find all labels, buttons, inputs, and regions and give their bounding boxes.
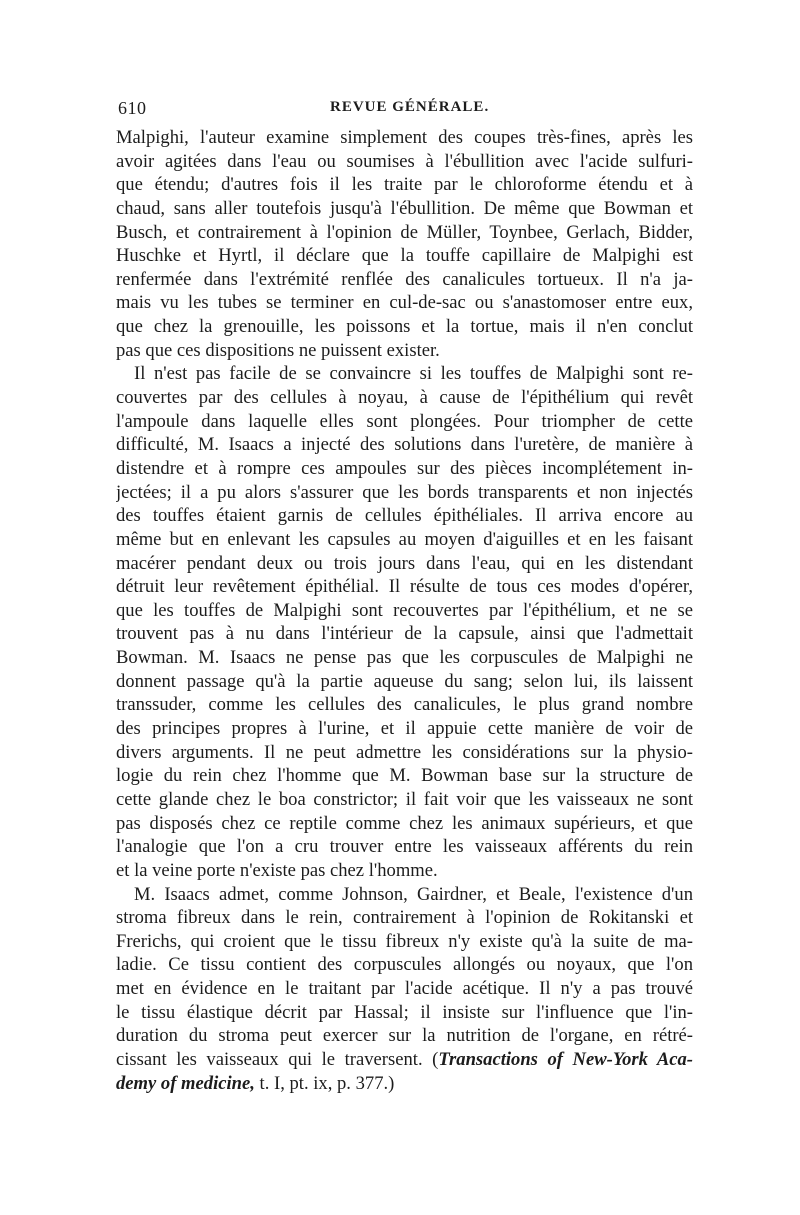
text-line: Frerichs, qui croient que le tissu fibreux n'y existe qu'à la suite de ma- xyxy=(116,930,693,952)
body-text xyxy=(116,126,693,1095)
running-title: REVUE GÉNÉRALE. xyxy=(330,99,490,115)
text-line: que les touffes de Malpighi sont recouvertes par l'épithélium, et ne se xyxy=(116,599,693,621)
text-line: couvertes par des cellules à noyau, à cause de l'épithélium qui revêt xyxy=(116,387,693,409)
text-line: des principes propres à l'urine, et il appuie cette manière de voir de xyxy=(116,718,693,740)
text-line: pas que ces dispositions ne puissent exister. xyxy=(116,339,440,361)
text-line: mais vu les tubes se terminer en cul-de-sac ou s'anastomoser entre eux, xyxy=(116,292,693,314)
text-line: et la veine porte n'existe pas chez l'homme. xyxy=(116,859,438,881)
text-line: macérer pendant deux ou trois jours dans l'eau, qui en les distendant xyxy=(116,552,693,574)
text-line: avoir agitées dans l'eau ou soumises à l'ébullition avec l'acide sulfuri- xyxy=(116,150,693,172)
citation-journal-title: Transactions of New-York Aca- xyxy=(438,1048,693,1070)
text-line: M. Isaacs admet, comme Johnson, Gairdner, et Beale, l'existence d'un xyxy=(134,883,693,905)
text-line: cette glande chez le boa constrictor; il fait voir que les vaisseaux ne sont xyxy=(116,788,693,810)
text-line: distendre et à rompre ces ampoules sur des pièces incomplétement in- xyxy=(116,457,693,479)
text-line: jectées; il a pu alors s'assurer que les bords transparents et non injectés xyxy=(116,481,693,503)
text-line: duration du stroma peut exercer sur la nutrition de l'organe, en rétré- xyxy=(116,1025,693,1047)
text-line: logie du rein chez l'homme que M. Bowman base sur la structure de xyxy=(116,765,693,787)
citation-journal-title-cont: demy of medicine, xyxy=(116,1072,255,1094)
text-line: Il n'est pas facile de se convaincre si les touffes de Malpighi sont re- xyxy=(134,363,693,385)
text-line: divers arguments. Il ne peut admettre les considérations sur la physio- xyxy=(116,741,693,763)
text-line: chaud, sans aller toutefois jusqu'à l'ébullition. De même que Bowman et xyxy=(116,197,693,219)
text-line: difficulté, M. Isaacs a injecté des solutions dans l'uretère, de manière à xyxy=(116,434,693,456)
text-line: l'analogie que l'on a cru trouver entre les vaisseaux afférents du rein xyxy=(116,836,693,858)
text-line: Busch, et contrairement à l'opinion de Müller, Toynbee, Gerlach, Bidder, xyxy=(116,221,693,243)
citation-lead-text: cissant les vaisseaux qui le traversent. ( xyxy=(116,1048,439,1070)
text-line: ladie. Ce tissu contient des corpuscules allongés ou noyaux, que l'on xyxy=(116,954,693,976)
text-line: stroma fibreux dans le rein, contrairement à l'opinion de Rokitanski et xyxy=(116,907,693,929)
page-header xyxy=(118,98,693,124)
text-line: que étendu; d'autres fois il les traite par le chloroforme étendu et à xyxy=(116,174,693,196)
text-line: pas disposés chez ce reptile comme chez les animaux supérieurs, et que xyxy=(116,812,693,834)
text-line: l'ampoule dans laquelle elles sont plongées. Pour triompher de cette xyxy=(116,410,693,432)
text-line: le tissu élastique décrit par Hassal; il insiste sur l'influence que l'in- xyxy=(116,1001,693,1023)
text-line: transsuder, comme les cellules des canalicules, le plus grand nombre xyxy=(116,694,693,716)
text-line: Bowman. M. Isaacs ne pense pas que les corpuscules de Malpighi ne xyxy=(116,647,693,669)
citation-volume: t. I, pt. ix, p. 377.) xyxy=(254,1072,395,1094)
text-line: même but en enlevant les capsules au moyen d'aiguilles et en les faisant xyxy=(116,528,693,550)
text-line: Malpighi, l'auteur examine simplement des coupes très-fines, après les xyxy=(116,127,693,148)
text-line: détruit leur revêtement épithélial. Il résulte de tous ces modes d'opérer, xyxy=(116,576,693,598)
text-line-citation xyxy=(116,1048,693,1072)
text-line: renfermée dans l'extrémité renflée des canalicules tortueux. Il n'a ja- xyxy=(116,268,693,290)
text-line: Huschke et Hyrtl, il déclare que la touffe capillaire de Malpighi est xyxy=(116,245,693,267)
text-line: trouvent pas à nu dans l'intérieur de la capsule, ainsi que l'admettait xyxy=(116,623,693,645)
page-number: 610 xyxy=(118,98,147,118)
text-line: des touffes étaient garnis de cellules épithéliales. Il arriva encore au xyxy=(116,505,693,527)
text-line-citation-end xyxy=(116,1072,693,1096)
text-line: que chez la grenouille, les poissons et la tortue, mais il n'en conclut xyxy=(116,316,693,338)
text-line: met en évidence en le traitant par l'acide acétique. Il n'y a pas trouvé xyxy=(116,978,693,1000)
text-line: donnent passage qu'à la partie aqueuse du sang; selon lui, ils laissent xyxy=(116,670,693,692)
